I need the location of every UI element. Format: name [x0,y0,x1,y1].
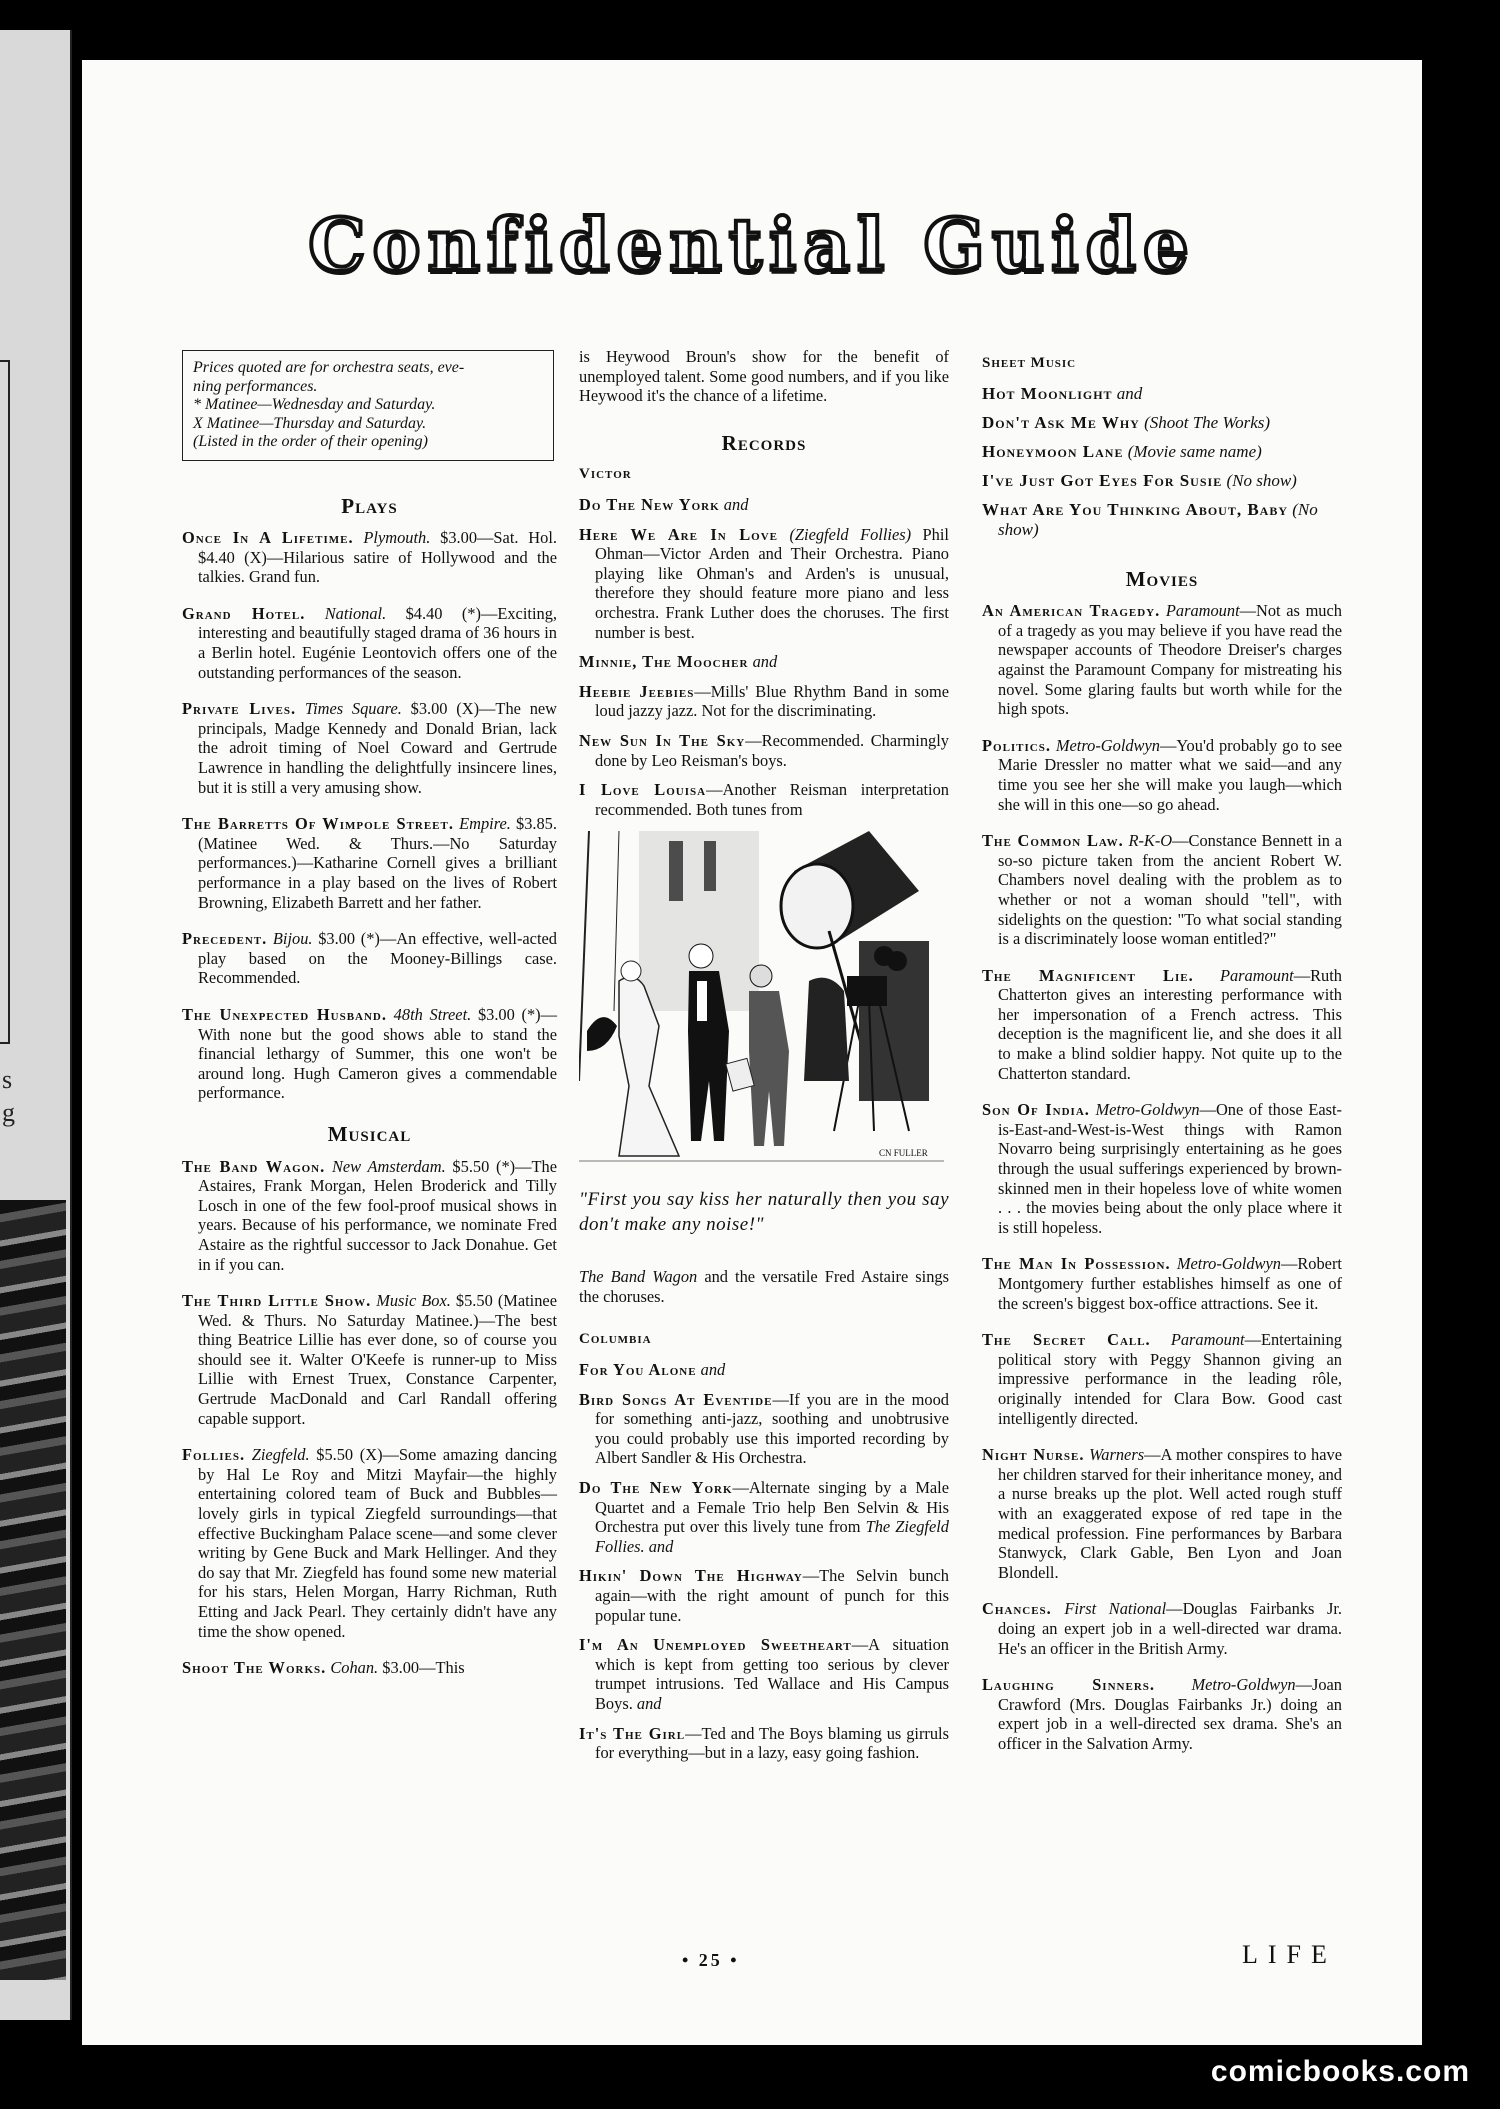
movie-title: The Man In Possession. [982,1254,1171,1274]
record-title: I'm An Unemployed Sweetheart [579,1635,852,1655]
listing-title: The Third Little Show. [182,1291,372,1311]
magazine-page [82,60,1422,2045]
sheet-music-note: (Shoot The Works) [1144,412,1271,432]
movie-entry [982,1599,1342,1658]
movie-title: An American Tragedy. [982,601,1161,621]
magazine-name: LIFE [1242,1940,1337,1969]
movie-title: Son Of India. [982,1100,1090,1120]
sheet-music-title: What Are You Thinking About, Baby [982,499,1288,519]
record-conjunction: and [752,652,778,672]
record-note: and the versatile Fred Astaire sings the choruses. [579,1267,950,1306]
column-middle [579,347,949,1773]
movie-studio: Metro-Goldwyn [1176,1254,1281,1274]
record-title: Here We Are In Love [579,524,778,544]
section-heading-musical: Musical [327,1121,412,1146]
sheet-music-item [982,413,1342,433]
listing-venue: 48th Street. [393,1004,472,1024]
notice-line: Prices quoted are for orchestra seats, eve- [193,359,465,376]
sheet-music-note: (No show) [998,499,1318,539]
listing-title: The Unexpected Husband. [182,1004,387,1024]
page-number: • 25 • [682,1950,740,1970]
movie-entry [982,1445,1342,1582]
illustration-signature: CN FULLER [879,1148,928,1159]
listing-entry [182,814,557,912]
sheet-music-item [982,471,1342,491]
listing-title: Private Lives. [182,699,297,719]
movie-entry [982,1254,1342,1313]
movie-studio: R-K-O [1128,831,1173,851]
listing-entry [182,604,557,682]
movie-review: —Douglas Fairbanks Jr. doing an expert job in a well-directed war drama. He's an officer in the British Army. [998,1599,1342,1658]
movie-studio: Metro-Goldwyn [1055,735,1160,755]
record-entry [579,1635,949,1713]
listing-text: $3.00 (*)—An effective, well-acted play based on the Mooney-Billings case. Recommended. [198,929,557,988]
cartoon-illustration [579,831,944,1171]
label-sheet-music: Sheet Music [982,355,1077,371]
sheet-music-title: Hot Moonlight [982,383,1113,403]
record-text: —Mills' Blue Rhythm Band in some loud jazzy jazz. Not for the discriminating. [595,681,950,721]
movie-review: —One of those East-is-East-and-West-is-West things with Ramon Novarro being surprisingly entertaining as he goes through the usual sufferings experienced by brown-skinned men in their hopeless love of white women . . . the movies being about the only place where it is still hopeless. [998,1100,1342,1237]
label-victor: Victor [579,466,632,483]
watermark: comicbooks.com [1210,2055,1470,2088]
record-show: (Ziegfeld Follies) [789,524,912,544]
record-text: —If you are in the mood for something anti-jazz, soothing and unobtrusive you could probably use this imported recording by Albert Sandler & His Orchestra. [595,1389,950,1468]
record-conjunction: and [723,494,749,514]
movie-entry [982,1675,1342,1753]
section-heading-plays: Plays [341,493,398,518]
adjacent-page-edge [0,30,72,2020]
record-title: Do The New York [579,494,720,514]
record-conjunction: and [700,1360,726,1380]
listing-entry [182,1157,557,1275]
record-text: —A situation which is kept from getting too serious by clever trumpet intrusions. Ted Wallace and His Campus Boys. [595,1635,949,1713]
column-right [982,348,1342,1770]
plays-list [182,528,557,1103]
record-entry [579,1478,949,1556]
sheet-music-list [982,384,1342,540]
adjacent-text-fragment: s [2,1065,13,1094]
record-entry [579,495,949,515]
movie-title: Laughing Sinners. [982,1675,1155,1695]
notice-line: ning performances. [193,377,318,395]
record-title: I Love Louisa [579,780,707,800]
record-entry [579,1566,949,1625]
adjacent-text-fragment: g [2,1098,15,1127]
section-heading-records: Records [721,430,807,455]
movie-studio: Paramount [1165,601,1240,621]
listing-text: $5.50 (X)—Some amazing dancing by Hal Le Roy and Mitzi Mayfair—the highly entertaining colored team of Buck and Bubbles—lovely girls in typical Ziegfeld surroundings—that effective Buckingham Palace scene—and some clever writing by Gene Buck and Mark Hellinger. And they do say that Mr. Ziegfeld has found some new material for his stars, Helen Morgan, Harry Richman, Ruth Etting and Jack Pearl. They certainly didn't have any time the show opened. [198,1445,557,1641]
record-show: and [632,1693,662,1713]
adjacent-page-rule [0,360,10,1044]
movie-review: —Constance Bennett in a so-so picture taken from the ancient Robert W. Chambers novel dealing with the problem as to whether or not a woman should "tell", with sidelights on the question: "To what social standing is a discriminately loose woman entitled?" [998,831,1342,949]
record-text: —Another Reisman interpretation recommended. Both tunes from [595,780,950,819]
listing-title: Follies. [182,1445,246,1465]
movie-studio: Paramount [1170,1330,1245,1350]
listing-venue: Cohan. [330,1658,379,1678]
notice-line: * Matinee—Wednesday and Saturday. [193,396,436,413]
record-title: Bird Songs At Eventide [579,1389,773,1409]
movie-title: The Common Law. [982,831,1124,851]
record-text: —Alternate singing by a Male Quartet and a Female Trio help Ben Selvin & His Orchestra put over this lively tune from [595,1478,949,1537]
movie-title: Politics. [982,735,1051,755]
record-title: Heebie Jeebies [579,681,695,701]
movie-review: —Robert Montgomery further establishes himself as one of the screen's biggest box-office attractions. See it. [998,1254,1342,1313]
continued-record-text [579,1267,949,1306]
label-columbia: Columbia [579,1331,652,1348]
sheet-music-item [982,442,1342,462]
listing-venue: Times Square. [304,699,402,719]
movie-entry [982,601,1342,719]
listing-venue: Bijou. [272,929,313,949]
listing-venue: National. [324,603,387,623]
movie-studio: Warners [1089,1445,1145,1465]
notice-line: (Listed in the order of their opening) [193,433,428,450]
listing-entry [182,1658,557,1678]
listing-text: $5.50 (Matinee Wed. & Thurs. No Saturday Matinee.)—The best thing Beatrice Lillie has ever done, so of course you should see it. Walter O'Keefe is runner-up to Miss Lillie with Ernest Truex, Constance Carpenter, Gertrude MacDonald and Carl Randall offering capable support. [198,1291,557,1428]
sheet-music-title: I've Just Got Eyes For Susie [982,470,1223,490]
listing-title: Grand Hotel. [182,603,306,623]
listing-venue: Plymouth. [363,528,431,548]
record-text: —Ted and The Boys blaming us girruls for everything—but in a lazy, easy going fashion. [595,1723,949,1763]
movie-review: —Ruth Chatterton gives an interesting performance with her impersonation of a French actress. This deception is the magnificent lie, and she does it all to make a blind soldier happy. Not quite up to the Chatterton standard. [998,965,1342,1083]
listing-title: Shoot The Works. [182,1658,327,1678]
record-title: It's The Girl [579,1723,686,1743]
listing-venue: Ziegfeld. [251,1445,310,1465]
movie-title: The Secret Call. [982,1330,1151,1350]
record-entry [579,731,949,770]
movie-entry [982,966,1342,1084]
movie-studio: Metro-Goldwyn [1191,1675,1296,1695]
movie-review: —A mother conspires to have her children starved for their inheritance money, and a nurse breaks up the plot. Well acted rough stuff with an exaggerated expose of red tape in the medical profession. Fine performances by Barbara Stanwyck, Clark Gable, Ben Lyon and Joan Blondell. [998,1445,1342,1582]
movie-entry [982,1330,1342,1428]
columbia-records-list [579,1360,949,1763]
sheet-music-title: Honeymoon Lane [982,441,1124,461]
musical-list [182,1157,557,1678]
movie-review: —Joan Crawford (Mrs. Douglas Fairbanks Jr.) doing an expert job in a well-directed sex drama. She's an officer in the Salvation Army. [998,1675,1342,1753]
listing-venue: New Amsterdam. [331,1156,446,1176]
price-notice-box [182,350,554,461]
section-heading-movies: Movies [1125,566,1199,591]
column-left [182,350,557,1695]
sheet-music-note: (No show) [1226,470,1297,490]
movie-title: Night Nurse. [982,1445,1085,1465]
listing-venue: Music Box. [376,1291,451,1311]
listing-text: $3.00 (*)—With none but the good shows able to stand the financial lethargy of Summer, this one won't be around long. Hugh Cameron gives a commendable performance. [198,1004,558,1103]
record-title: New Sun In The Sky [579,730,746,750]
listing-text: $3.00—Sat. Hol. $4.40 (X)—Hilarious satire of Hollywood and the talkies. Grand fun. [198,528,557,587]
record-text: —Recommended. Charmingly done by Leo Reisman's boys. [595,730,950,770]
movie-entry [982,831,1342,949]
record-entry [579,780,949,819]
record-title: For You Alone [579,1360,697,1380]
listing-entry [182,1291,557,1428]
sheet-music-item [982,384,1342,404]
movie-entry [982,1100,1342,1237]
adjacent-page-photo [0,1200,66,1980]
sheet-music-item [982,500,1342,540]
listing-text: $5.50 (*)—The Astaires, Frank Morgan, Helen Broderick and Tilly Losch in one of the few fool-proof musical shows in years. Because of his performance, we nominate Fred Astaire as the rightful successor to Jack Donahue. Get in if you can. [198,1156,558,1274]
listing-entry [182,1005,557,1103]
movie-review: —You'd probably go to see Marie Dressler no matter what we said—and any time you see her she will make you laugh—which she will in this one—so go ahead. [998,735,1342,814]
record-title: Minnie, The Moocher [579,652,749,672]
sheet-music-note: (Movie same name) [1127,441,1262,461]
record-entry [579,652,949,672]
record-title: Hikin' Down The Highway [579,1566,803,1586]
record-entry [579,1360,949,1380]
continued-text: is Heywood Broun's show for the benefit of unemployed talent. Some good numbers, and if you like Heywood it's the chance of a lifetime. [579,347,949,406]
listing-entry [182,699,557,797]
record-entry [579,525,949,643]
movie-studio: Metro-Goldwyn [1095,1100,1200,1120]
record-text: —The Selvin bunch again—with the right amount of punch for this popular tune. [595,1566,949,1625]
listing-title: Precedent. [182,929,268,949]
listing-text: $3.85. (Matinee Wed. & Thurs.—No Saturday performances.)—Katharine Cornell gives a brilliant performance in a play based on the lives of Robert Browning, Elizabeth Barrett and her father. [198,814,557,912]
record-entry [579,1724,949,1763]
movie-review: —Entertaining political story with Peggy Shannon giving an impressive performance in the leading rôle, originally intended for Clara Bow. Good cast intelligently directed. [998,1330,1342,1428]
listing-venue: Empire. [459,814,511,834]
record-entry [579,682,949,721]
notice-line: X Matinee—Thursday and Saturday. [193,414,427,432]
movies-list [982,601,1342,1753]
listing-title: Once In A Lifetime. [182,528,354,548]
sheet-music-note: and [1116,383,1143,403]
listing-entry [182,1445,557,1641]
listing-text: $3.00—This [382,1658,465,1678]
victor-records-list [579,495,949,819]
listing-entry [182,528,557,587]
movie-title: The Magnificent Lie. [982,965,1194,985]
listing-text: $4.40 (*)—Exciting, interesting and beautifully staged drama of 36 hours in a Berlin hotel. Eugénie Leontovich offers one of the outstanding performances of the season. [198,603,557,682]
listing-text: $3.00 (X)—The new principals, Madge Kennedy and Donald Brian, lack the adroit timing of Noel Coward and Gertrude Lawrence in handling the delightfully insincere lines, but it is still a very amusing show. [198,699,558,797]
listing-entry [182,929,557,988]
page-title: Confidential Guide [308,202,1196,287]
movie-title: Chances. [982,1599,1052,1619]
listing-title: The Band Wagon. [182,1156,326,1176]
listing-title: The Barretts Of Wimpole Street. [182,814,454,834]
movie-studio: First National [1064,1599,1167,1619]
record-title: Do The New York [579,1478,733,1498]
record-entry [579,1390,949,1468]
cartoon-caption: "First you say kiss her naturally then you say don't make any noise!" [579,1189,949,1236]
record-text: Phil Ohman—Victor Arden and Their Orchestra. Piano playing like Ohman's and Arden's is unusual, therefore they should feature more piano and less orchestra. Frank Luther does the choruses. The first number is best. [595,524,949,642]
show-title: The Band Wagon [579,1267,698,1287]
movie-studio: Paramount [1219,965,1294,985]
movie-review: —Not as much of a tragedy as you may believe if you have read the newspaper accounts of Theodore Dreiser's charges against the Paramount Company for mistreating his novel. Some glaring faults but worth while for the high spots. [998,601,1342,719]
movie-entry [982,736,1342,814]
record-show: The Ziegfeld Follies. and [595,1517,950,1556]
sheet-music-title: Don't Ask Me Why [982,412,1140,432]
